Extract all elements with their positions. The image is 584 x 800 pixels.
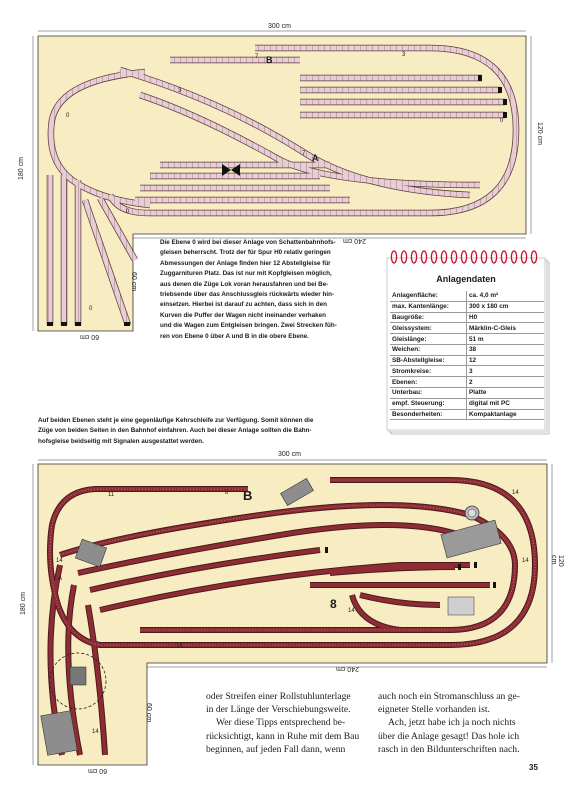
- top-dim-height: 180 cm: [18, 157, 25, 180]
- caption-line: ren von Ebene 0 über A und B in die obere Ebene.: [160, 332, 309, 340]
- text-line: oder Streifen einer Rollstuhlunterlage: [206, 691, 351, 702]
- track-label: 14: [348, 608, 355, 614]
- anlagendaten-row: [390, 291, 544, 301]
- anlagendaten-row: [390, 377, 544, 388]
- anlagendaten-value: digital mit PC: [467, 398, 545, 409]
- building: [41, 711, 77, 756]
- caption-line: Züge von beiden Seiten in den Bahnhof einfahren. Auch bei dieser Anlage sollten die Bahn-: [38, 427, 312, 435]
- track-label: 7: [302, 151, 306, 157]
- text-line: auch noch ein Stromanschluss an ge-: [378, 691, 521, 702]
- track-label: 0: [66, 113, 70, 119]
- anlagendaten-row: [390, 398, 544, 409]
- anlagendaten-value: Platte: [467, 388, 545, 399]
- anlagendaten-value: Märklin-C-Gleis: [467, 323, 545, 334]
- anlagendaten-row: [390, 323, 544, 334]
- track-label: 14: [56, 558, 63, 564]
- track-label: 0: [500, 118, 504, 124]
- track-label-a: 8: [330, 597, 337, 611]
- anlagendaten-key: SB-Abstellgleise:: [390, 355, 467, 366]
- anlagendaten-key: Unterbau:: [390, 388, 467, 399]
- middle-caption: [38, 416, 378, 447]
- text-line: eigneter Stelle vorhanden ist.: [378, 704, 490, 716]
- page-number: 35: [529, 763, 538, 772]
- track-label-b: B: [243, 488, 253, 503]
- track-label: 14: [176, 643, 183, 649]
- anlagendaten-value: H0: [467, 312, 545, 323]
- top-dim-right: 120 cm: [536, 122, 543, 145]
- caption-line: hofsgleise beidseitig mit Signalen ausgestattet werden.: [38, 437, 204, 445]
- track-label-a: A: [312, 153, 319, 163]
- bottom-dim-inner-width: 240 cm: [336, 665, 359, 672]
- text-line: Wer diese Tipps entsprechend be-: [216, 717, 346, 729]
- caption-line: triebsende über das Anschlussgleis rückwärts wieder hin-: [160, 291, 335, 299]
- anlagendaten-key: Stromkreise:: [390, 366, 467, 377]
- caption-line: Auf beiden Ebenen steht je eine gegenläufige Kehrschleife zur Verfügung. Somit können die: [38, 417, 314, 424]
- track-label: A: [58, 576, 63, 582]
- anlagendaten-key: Weichen:: [390, 344, 467, 355]
- caption-line: gleisen beherrscht. Trotz der für Spur H0 relativ geringen: [160, 249, 331, 257]
- caption-line: einsetzen. Hierbei ist darauf zu achten, dass sich in den: [160, 301, 327, 309]
- bottom-dim-width: 300 cm: [278, 451, 301, 458]
- track-label: 0: [126, 209, 130, 215]
- text-line: rasch in den Bildunterschriften nach.: [378, 743, 520, 755]
- track-label: 14: [512, 490, 519, 496]
- track-label: 3: [402, 52, 406, 58]
- top-dim-inner-height: 60 cm: [130, 272, 137, 292]
- anlagendaten-key: empf. Steuerung:: [390, 398, 467, 409]
- water-tower-inner: [468, 509, 476, 517]
- text-line: beginnen, auf jeden Fall dann, wenn: [206, 743, 346, 755]
- anlagendaten-key: Ebenen:: [390, 377, 467, 388]
- anlagendaten-value: 3: [467, 366, 545, 377]
- anlagendaten-row: [390, 344, 544, 355]
- track-label: 11: [108, 492, 115, 498]
- caption-line: aus denen die Züge Lok voran herausfahren und bei Be-: [160, 280, 329, 288]
- anlagendaten-row: [390, 409, 544, 420]
- track-label: 14: [522, 558, 529, 564]
- bottom-dim-height: 180 cm: [20, 592, 27, 615]
- anlagendaten-row: [390, 388, 544, 399]
- crane-platform: [448, 597, 474, 615]
- anlagendaten-key: Baugröße:: [390, 312, 467, 323]
- anlagendaten-table: [390, 291, 544, 420]
- text-line: rücksichtigt, kann in Ruhe mit dem Bau: [206, 730, 360, 742]
- bottom-dim-inner-height: 60 cm: [145, 703, 152, 723]
- body-column-1: [206, 690, 370, 756]
- anlagendaten-row: [390, 312, 544, 323]
- track-label: 14: [92, 729, 99, 735]
- anlagendaten-card: [384, 248, 554, 438]
- anlagendaten-key: Gleissystem:: [390, 323, 467, 334]
- top-plan-caption: [160, 238, 378, 342]
- anlagendaten-value: ca. 4,0 m²: [467, 291, 545, 301]
- anlagendaten-key: Gleislänge:: [390, 334, 467, 345]
- anlagendaten-row: [390, 301, 544, 312]
- anlagendaten-key: max. Kantenlänge:: [390, 301, 467, 312]
- anlagendaten-row: [390, 366, 544, 377]
- anlagendaten-value: 51 m: [467, 334, 545, 345]
- anlagendaten-row: [390, 355, 544, 366]
- anlagendaten-value: 300 x 180 cm: [467, 301, 545, 312]
- body-column-2: [378, 690, 540, 756]
- anlagendaten-row: [390, 334, 544, 345]
- engine-shed: [70, 667, 86, 685]
- track-label: 8: [225, 490, 229, 496]
- top-dim-inner-width: 240 cm: [343, 237, 366, 244]
- anlagendaten-value: 2: [467, 377, 545, 388]
- text-line: über die Anlage gesagt! Das hole ich: [378, 730, 520, 742]
- top-dim-width: 300 cm: [268, 23, 291, 30]
- anlagendaten-key: Besonderheiten:: [390, 409, 467, 420]
- top-dim-bottom: 60 cm: [80, 333, 100, 340]
- anlagendaten-value: 38: [467, 344, 545, 355]
- caption-line: Abmessungen der Anlage finden hier 12 Abstellgleise für: [160, 259, 331, 267]
- anlagendaten-title: Anlagendaten: [436, 274, 496, 284]
- anlagendaten-value: 12: [467, 355, 545, 366]
- track-label: 0: [89, 306, 93, 312]
- caption-line: und die Wagen zum Entgleisen bringen. Zwei Strecken füh-: [160, 322, 337, 330]
- caption-line: Die Ebene 0 wird bei dieser Anlage von Schattenbahnhofs-: [160, 239, 336, 246]
- bottom-dim-bottom: 60 cm: [88, 767, 108, 774]
- track-label-b: B: [266, 55, 273, 65]
- caption-line: Kurven die Puffer der Wagen nicht ineinander verhaken: [160, 311, 326, 319]
- anlagendaten-value: Kompaktanlage: [467, 409, 545, 420]
- caption-line: Zuggarnituren Platz. Das ist nur mit Kopfgleisen möglich,: [160, 270, 332, 278]
- text-line: Ach, jetzt habe ich ja noch nichts: [388, 717, 516, 729]
- anlagendaten-key: Anlagenfläche:: [390, 291, 467, 301]
- track-label: 7: [255, 54, 259, 60]
- bottom-dim-right: 120 cm: [550, 555, 564, 567]
- text-line: in der Länge der Verschiebungsweite.: [206, 704, 351, 716]
- track-label: 3: [178, 88, 182, 94]
